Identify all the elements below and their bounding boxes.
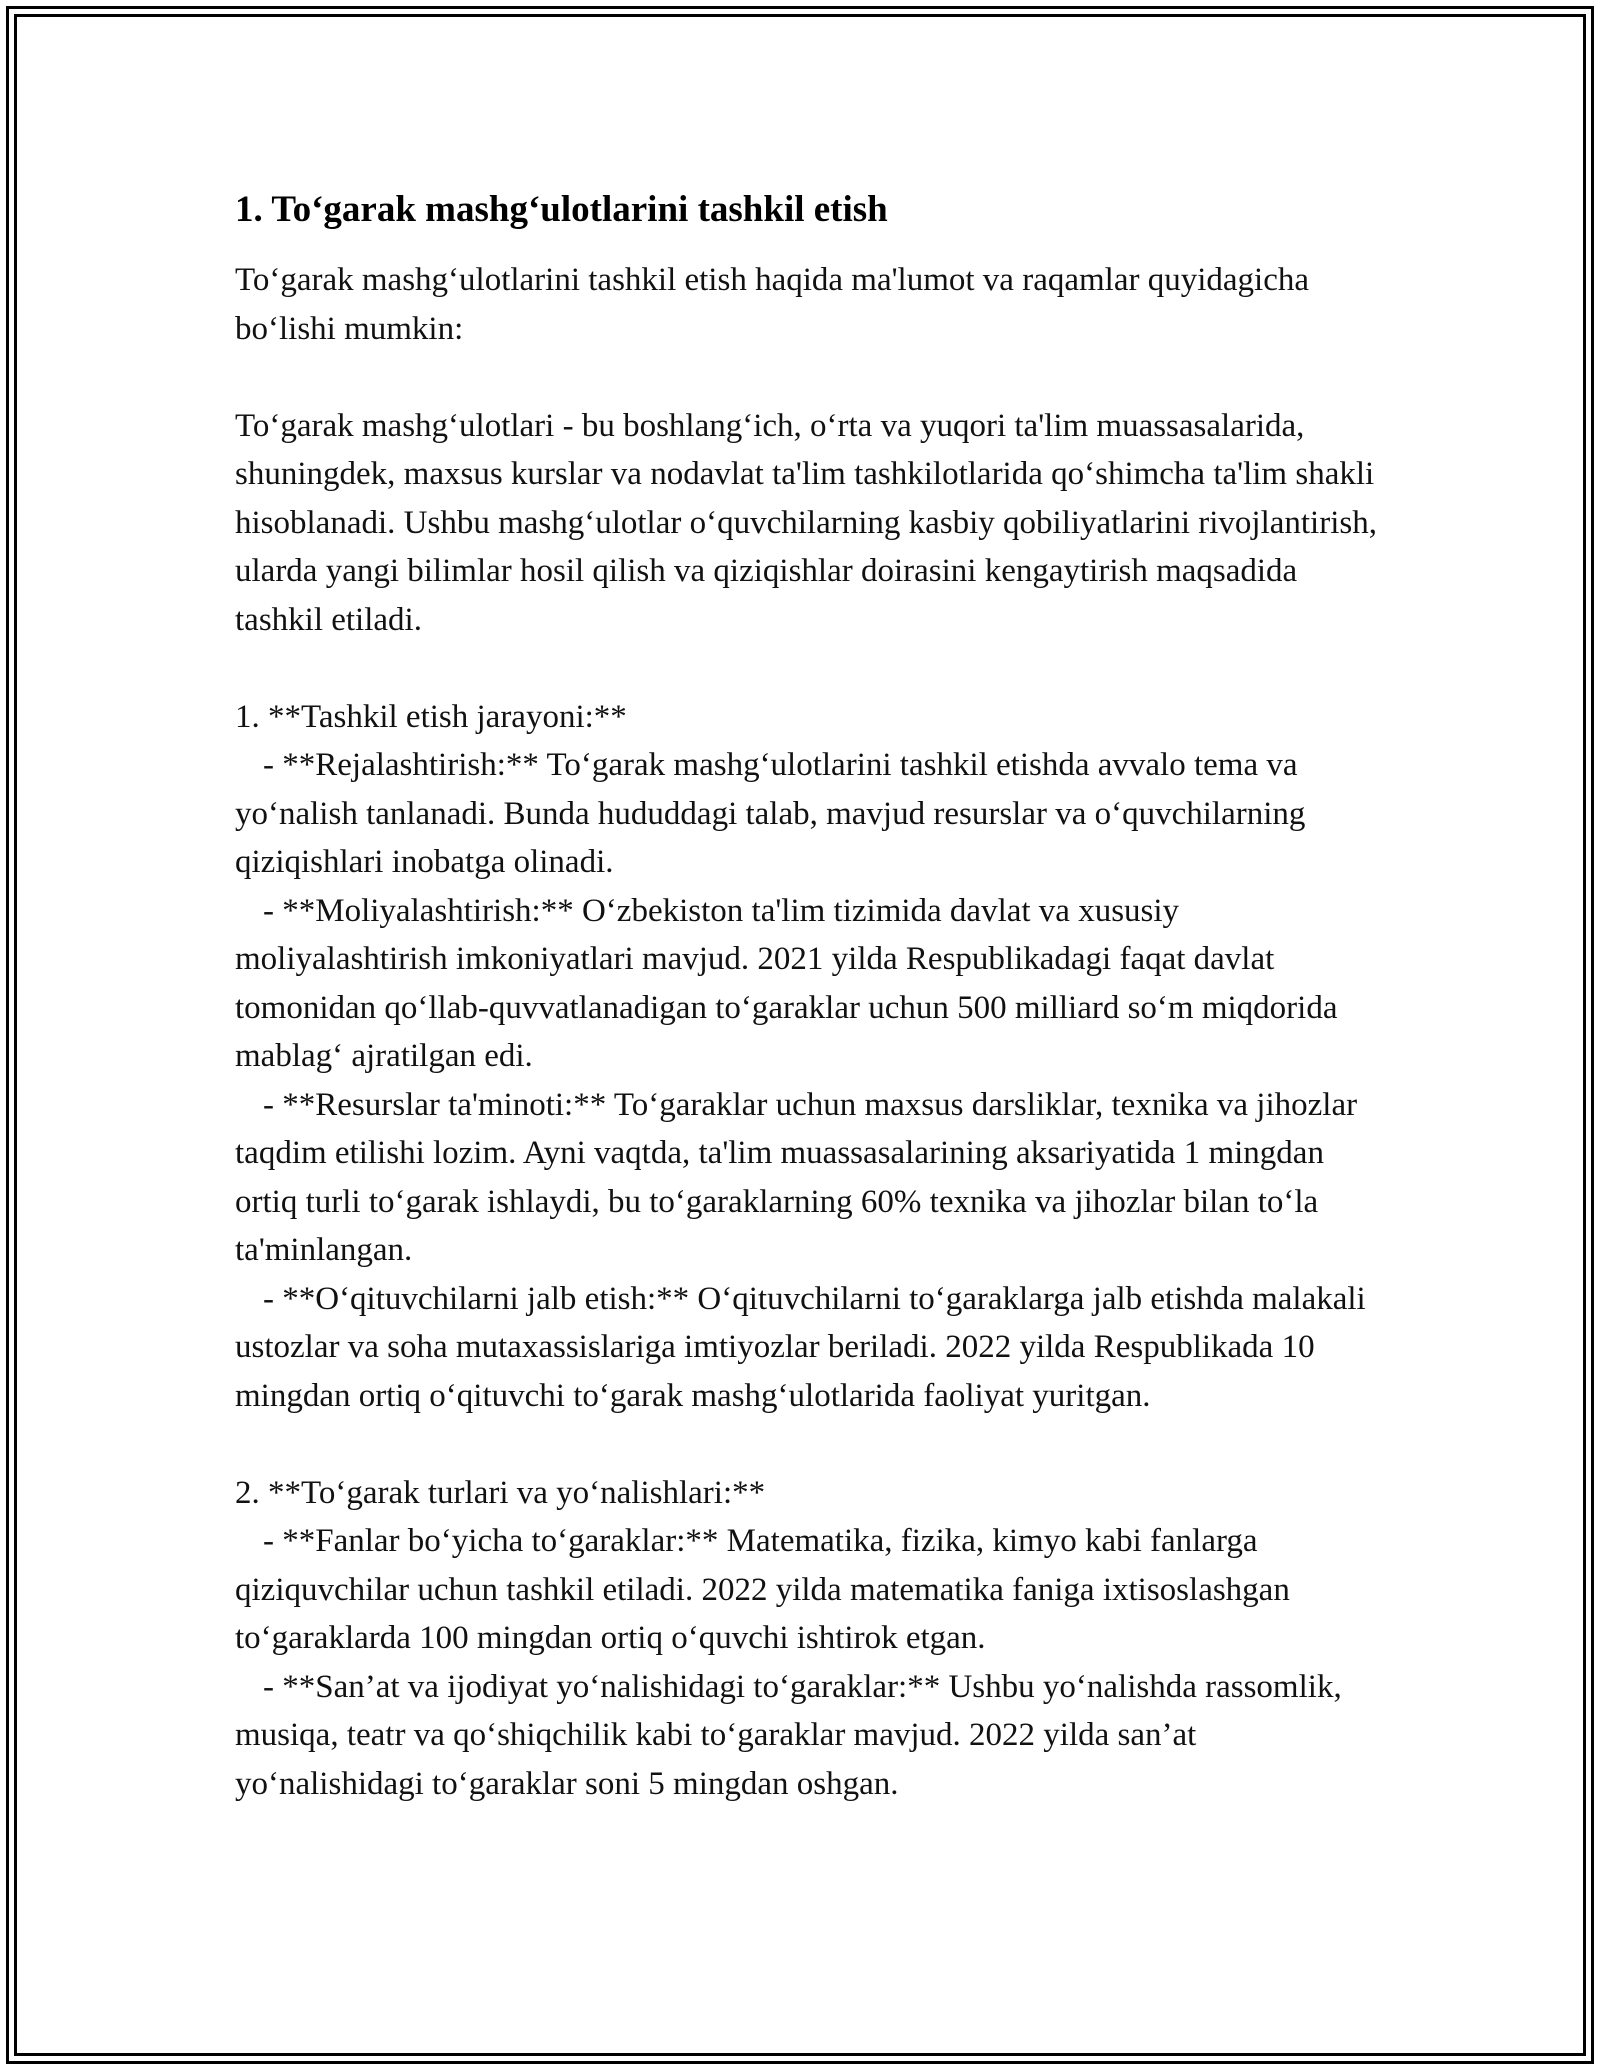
definition-paragraph: To‘garak mashg‘ulotlari - bu boshlang‘ich, o‘rta va yuqori ta'lim muassasalarida, shuningdek, maxsus kurslar va nodavlat ta'lim tashkilotlarida qo‘shimcha ta'lim shakli hisoblanadi. Ushbu mashg‘ulotlar o‘quvchilarning kasbiy qobiliyatlarini rivojlantirish, ularda yangi bilimlar hosil qilish va qiziqishlar doirasini kengaytirish maqsadida tashkil etiladi. xyxy=(235,407,1377,638)
section-types xyxy=(235,1469,1385,1809)
section-heading: 1. To‘garak mashg‘ulotlarini tashkil etish xyxy=(235,189,888,230)
list-item: - **San’at va ijodiyat yo‘nalishidagi to‘garaklar:** Ushbu yo‘nalishda rassomlik, musiqa, teatr va qo‘shiqchilik kabi to‘garaklar mavjud. 2022 yilda san’at yo‘nalishidagi to‘garaklar soni 5 mingdan oshgan. xyxy=(235,1668,1342,1802)
document-body xyxy=(235,186,1385,1808)
list-item: - **Moliyalashtirish:** O‘zbekiston ta'lim tizimida davlat va xususiy moliyalashtirish imkoniyatlari mavjud. 2021 yilda Respublikadagi faqat davlat tomonidan qo‘llab-quvvatlanadigan to‘garaklar uchun 500 milliard so‘m miqdorida mablag‘ ajratilgan edi. xyxy=(235,892,1338,1074)
paragraph-gap xyxy=(235,353,1385,402)
list-item: - **Fanlar bo‘yicha to‘garaklar:** Matematika, fizika, kimyo kabi fanlarga qiziquvchilar uchun tashkil etiladi. 2022 yilda matematika faniga ixtisoslashgan to‘garaklarda 100 mingdan ortiq o‘quvchi ishtirok etgan. xyxy=(235,1523,1290,1656)
section-organization xyxy=(235,693,1385,1421)
list-item: - **O‘qituvchilarni jalb etish:** O‘qituvchilarni to‘garaklarga jalb etishda malakali ustozlar va soha mutaxassislariga imtiyozlar beriladi. 2022 yilda Respublikada 10 mingdan ortiq o‘qituvchi to‘garak mashg‘ulotlarida faoliyat yuritgan. xyxy=(235,1280,1366,1414)
paragraph-gap xyxy=(235,1420,1385,1469)
intro-paragraph: To‘garak mashg‘ulotlarini tashkil etish haqida ma'lumot va raqamlar quyidagicha bo‘lishi mumkin: xyxy=(235,262,1309,347)
list-item: - **Rejalashtirish:** To‘garak mashg‘ulotlarini tashkil etishda avvalo tema va yo‘nalish tanlanadi. Bunda hududdagi talab, mavjud resurslar va o‘quvchilarning qiziqishlari inobatga olinadi. xyxy=(235,747,1306,880)
list-item: - **Resurslar ta'minoti:** To‘garaklar uchun maxsus darsliklar, texnika va jihozlar taqdim etilishi lozim. Ayni vaqtda, ta'lim muassasalarining aksariyatida 1 mingdan ortiq turli to‘garak ishlaydi, bu to‘garaklarning 60% texnika va jihozlar bilan to‘la ta'minlangan. xyxy=(235,1086,1358,1268)
section-title: 2. **To‘garak turlari va yo‘nalishlari:** xyxy=(235,1474,766,1511)
section-title: 1. **Tashkil etish jarayoni:** xyxy=(235,698,627,735)
paragraph-gap xyxy=(235,644,1385,693)
